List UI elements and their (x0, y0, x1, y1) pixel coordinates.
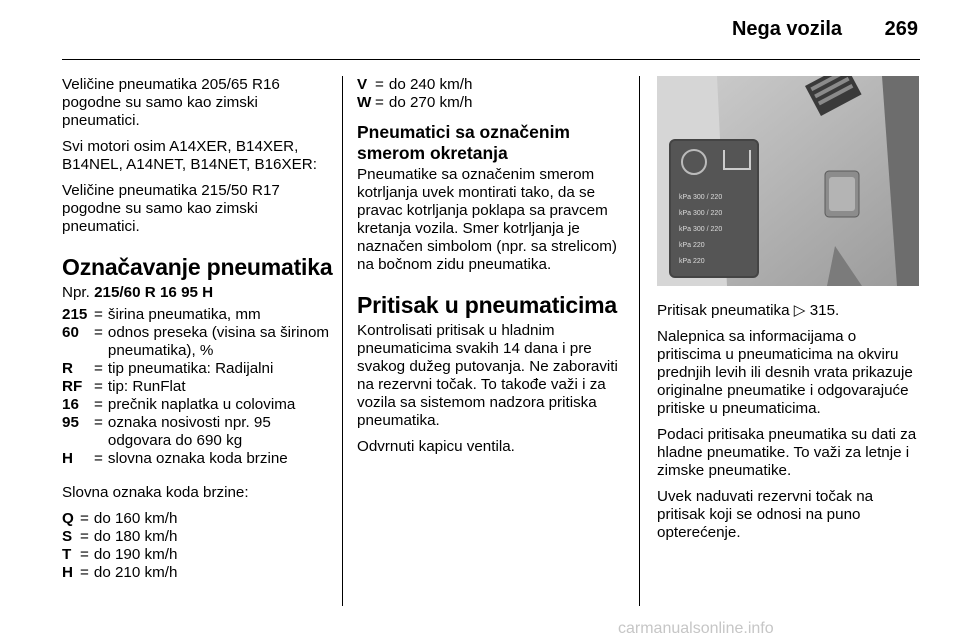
subsection-heading: Pneumatici sa označenim smerom okretanja (357, 122, 570, 163)
equals-sign: = (94, 360, 103, 377)
definition-value: širina pneumatika, mm (107, 306, 261, 323)
column-1 (62, 76, 334, 582)
column-2 (357, 76, 629, 464)
equals-sign: = (94, 414, 103, 431)
equals-sign: = (375, 76, 384, 93)
definition-row (62, 450, 334, 468)
example-code: 215/60 R 16 95 H (94, 284, 214, 301)
definition-value: do 190 km/h (93, 546, 178, 563)
definition-row (62, 564, 334, 582)
definition-key: T (62, 546, 72, 563)
label-row (679, 193, 751, 203)
definition-value: do 210 km/h (93, 564, 178, 581)
column-3 (657, 76, 922, 550)
label-values: 220 (693, 258, 705, 265)
label-unit: kPa (679, 226, 692, 233)
brand-logo-icon (681, 149, 707, 175)
label-unit: kPa (679, 242, 692, 249)
definition-value: slovna oznaka koda brzine (107, 450, 288, 467)
equals-sign: = (80, 528, 89, 545)
definition-value: do 270 km/h (388, 94, 473, 111)
paragraph: Veličine pneumatika 215/50 R17 pogodne su samo kao zimski pneumatici. (62, 182, 280, 235)
label-unit: kPa (679, 210, 692, 217)
definition-row (62, 528, 334, 546)
label-values: 220 (693, 242, 705, 249)
watermark: carmanualsonline.info (618, 620, 774, 637)
equals-sign: = (80, 564, 89, 581)
page-header (0, 0, 960, 62)
definition-key: H (62, 450, 73, 467)
definition-list (62, 306, 334, 468)
definition-key: 215 (62, 306, 88, 323)
example-prefix: Npr. (62, 284, 90, 301)
definition-value: oznaka nosivosti npr. 95 odgovara do 690 kg (107, 414, 271, 449)
definition-value: do 180 km/h (93, 528, 178, 545)
definition-row (62, 546, 334, 564)
label-values: 300 / 220 (693, 210, 723, 217)
definition-row (62, 324, 334, 360)
paragraph: Uvek naduvati rezervni točak na pritisak koji se odnosi na puno opterećenje. (657, 488, 874, 541)
definition-key: H (62, 564, 73, 581)
definition-key: 16 (62, 396, 79, 413)
section-heading: Pritisak u pneumaticima (357, 292, 617, 318)
equals-sign: = (94, 306, 103, 323)
definition-key: 60 (62, 324, 79, 341)
definition-key: S (62, 528, 73, 545)
definition-key: 95 (62, 414, 79, 431)
paragraph: Odvrnuti kapicu ventila. (357, 438, 515, 455)
manual-book-icon (723, 150, 751, 170)
definition-key: V (357, 76, 368, 93)
definition-row (62, 306, 334, 324)
label-row (679, 225, 751, 235)
label-values: 300 / 220 (693, 226, 723, 233)
paragraph: Nalepnica sa informacijama o pritiscima u pneumaticima na okviru prednjih levih ili desnih vrata prikazuje originalne pneumatike i odgovarajuće pritiske u pneumaticima. (657, 328, 913, 417)
equals-sign: = (80, 510, 89, 527)
page-reference: 315. (809, 302, 840, 319)
paragraph: Slovna oznaka koda brzine: (62, 484, 249, 501)
pressure-label-sticker (669, 139, 759, 278)
definition-value: tip: RunFlat (107, 378, 186, 395)
definition-row (62, 414, 334, 450)
definition-key: W (357, 94, 372, 111)
paragraph: Podaci pritisaka pneumatika su dati za hladne pneumatike. To važi za letnje i zimske pneumatike. (657, 426, 917, 479)
column-divider (639, 76, 640, 606)
definition-value: do 240 km/h (388, 76, 473, 93)
definition-value: do 160 km/h (93, 510, 178, 527)
definition-value: tip pneumatika: Radijalni (107, 360, 274, 377)
equals-sign: = (94, 396, 103, 413)
example-line (62, 284, 334, 302)
paragraph: Kontrolisati pritisak u hladnim pneumaticima svakih 14 dana i pre svakog dužeg putovanja. Ne zaboraviti na rezervni točak. To takođe važi i za vozila sa sistemom nadzora pritiska pneumatika. (357, 322, 618, 429)
definition-value: odnos preseka (visina sa širinom pneumatika), % (107, 324, 330, 359)
definition-row (62, 510, 334, 528)
speed-code-list (357, 76, 629, 112)
page-title: Nega vozila (731, 18, 842, 40)
paragraph: Svi motori osim A14XER, B14XER, B14NEL, A14NET, B14NET, B16XER: (62, 138, 317, 173)
label-unit: kPa (679, 258, 692, 265)
definition-key: R (62, 360, 73, 377)
definition-key: RF (62, 378, 83, 395)
header-rule (62, 59, 920, 60)
definition-key: Q (62, 510, 74, 527)
label-row (679, 257, 751, 267)
page-reference-arrow-icon: ▷ (793, 302, 806, 319)
definition-row (357, 94, 629, 112)
page-number: 269 (884, 18, 918, 40)
equals-sign: = (94, 324, 103, 341)
tyre-pressure-label-photo (657, 76, 919, 286)
definition-value: prečnik naplatka u colovima (107, 396, 296, 413)
paragraph: Pneumatike sa označenim smerom kotrljanja uvek montirati tako, da se pravac kotrljanja poklapa sa pravcem kretanja vozila. Smer kotrljanja je naznačen simbolom (npr. sa strelicom) na bočnom zidu pneumatika. (357, 166, 617, 273)
column-divider (342, 76, 343, 606)
equals-sign: = (80, 546, 89, 563)
label-row (679, 241, 751, 251)
equals-sign: = (375, 94, 384, 111)
paragraph: Veličine pneumatika 205/65 R16 pogodne su samo kao zimski pneumatici. (62, 76, 280, 129)
definition-row (357, 76, 629, 94)
label-unit: kPa (679, 194, 692, 201)
label-values: 300 / 220 (693, 194, 723, 201)
definition-row (62, 396, 334, 414)
speed-code-list (62, 510, 334, 582)
paragraph-text: Pritisak pneumatika (657, 302, 790, 319)
definition-row (62, 360, 334, 378)
definition-row (62, 378, 334, 396)
equals-sign: = (94, 450, 103, 467)
section-heading: Označavanje pneumatika (62, 254, 333, 280)
paragraph (657, 302, 922, 320)
label-row (679, 209, 751, 219)
equals-sign: = (94, 378, 103, 395)
